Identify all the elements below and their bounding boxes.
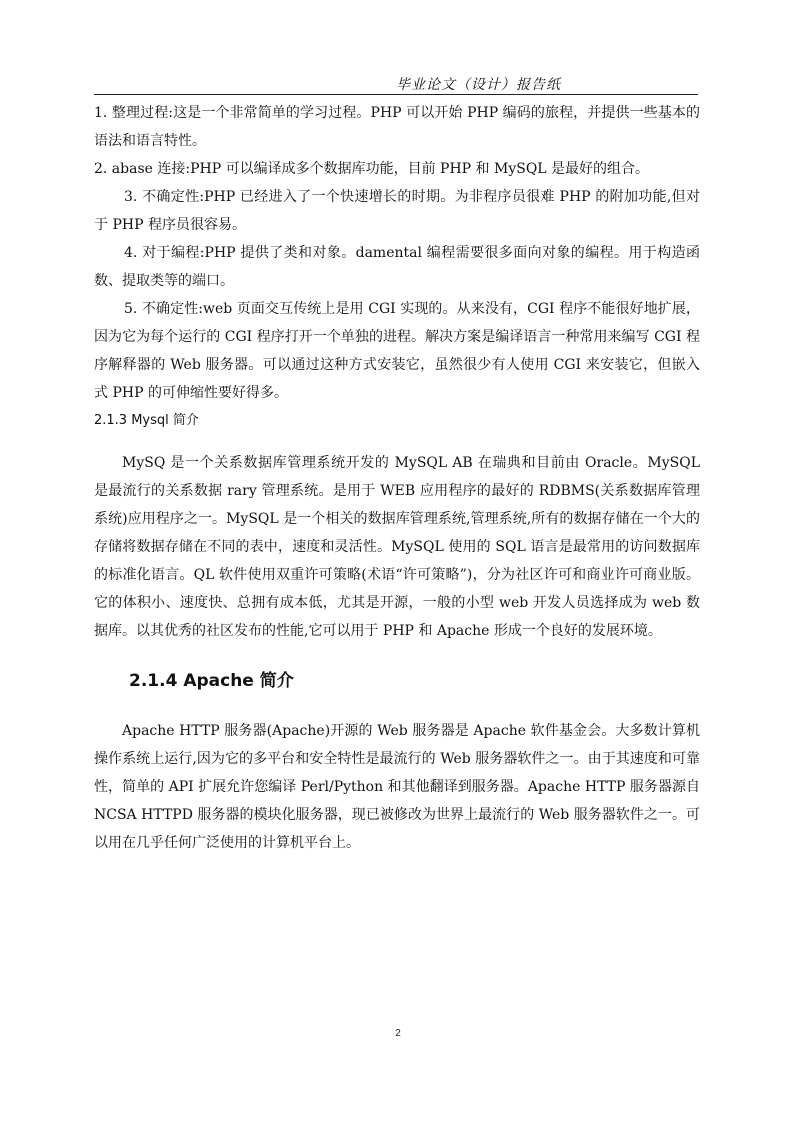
- spacer: [94, 695, 700, 717]
- header-divider: [94, 94, 698, 95]
- list-item-1: 1. 整理过程:这是一个非常简单的学习过程。PHP 可以开始 PHP 编码的旅程，并提供一些基本的语法和语言特性。: [94, 105, 700, 149]
- list-item-2: 2. abase 连接:PHP 可以编译成多个数据库功能，目前 PHP 和 MySQL 是最好的组合。: [94, 161, 650, 177]
- list-item-3: 3. 不确定性:PHP 已经进入了一个快速增长的时期。为非程序员很难 PHP 的附加功能,但对于 PHP 程序员很容易。: [94, 189, 700, 233]
- list-item-4: 4. 对于编程:PHP 提供了类和对象。damental 编程需要很多面向对象的编程。用于构造函数、提取类等的端口。: [94, 245, 700, 289]
- list-item-5: 5. 不确定性:web 页面交互传统上是用 CGI 实现的。从来没有，CGI 程序不能很好地扩展，因为它为每个运行的 CGI 程序打开一个单独的进程。解决方案是编译语言一种常用来编写 CGI 程序解释器的 Web 服务器。可以通过这种方式安装它，虽然很少有人使用 CGI 来安装它，但嵌入式 PHP 的可伸缩性要好得多。: [94, 301, 700, 401]
- mysql-section-heading: 2.1.3 Mysql 简介: [94, 413, 199, 428]
- spacer: [94, 435, 700, 449]
- page-number: 2: [395, 1028, 401, 1039]
- page-header-title: 毕业论文（设计）报告纸: [396, 77, 561, 93]
- apache-section-heading: 2.1.4 Apache 简介: [129, 671, 294, 691]
- mysql-paragraph: MySQ 是一个关系数据库管理系统开发的 MySQL AB 在瑞典和目前由 Oracle。MySQL 是最流行的关系数据 rary 管理系统。是用于 WEB 应用程序的最好的 RDBMS(关系数据库管理系统)应用程序之一。MySQL 是一个相关的数据库管理系统,管理系统,所有的数据存储在一个大的存储将数据存储在不同的表中，速度和灵活性。MySQL 使用的 SQL 语言是最常用的访问数据库的标准化语言。QL 软件使用双重许可策略(术语“许可策略”)，分为社区许可和商业许可商业版。它的体积小、速度快、总拥有成本低，尤其是开源，一般的小型 web 开发人员选择成为 web 数据库。以其优秀的社区发布的性能,它可以用于 PHP 和 Apache 形成一个良好的发展环境。: [94, 455, 700, 639]
- spacer: [94, 645, 700, 667]
- apache-paragraph: Apache HTTP 服务器(Apache)开源的 Web 服务器是 Apache 软件基金会。大多数计算机操作系统上运行,因为它的多平台和安全特性是最流行的 Web 服务器软件之一。由于其速度和可靠性，简单的 API 扩展允许您编译 Perl/Python 和其他翻译到服务器。Apache HTTP 服务器源自 NCSA HTTPD 服务器的模块化服务器，现已被修改为世界上最流行的 Web 服务器软件之一。可以用在几乎任何广泛使用的计算机平台上。: [94, 723, 700, 851]
- page-body: [94, 99, 700, 857]
